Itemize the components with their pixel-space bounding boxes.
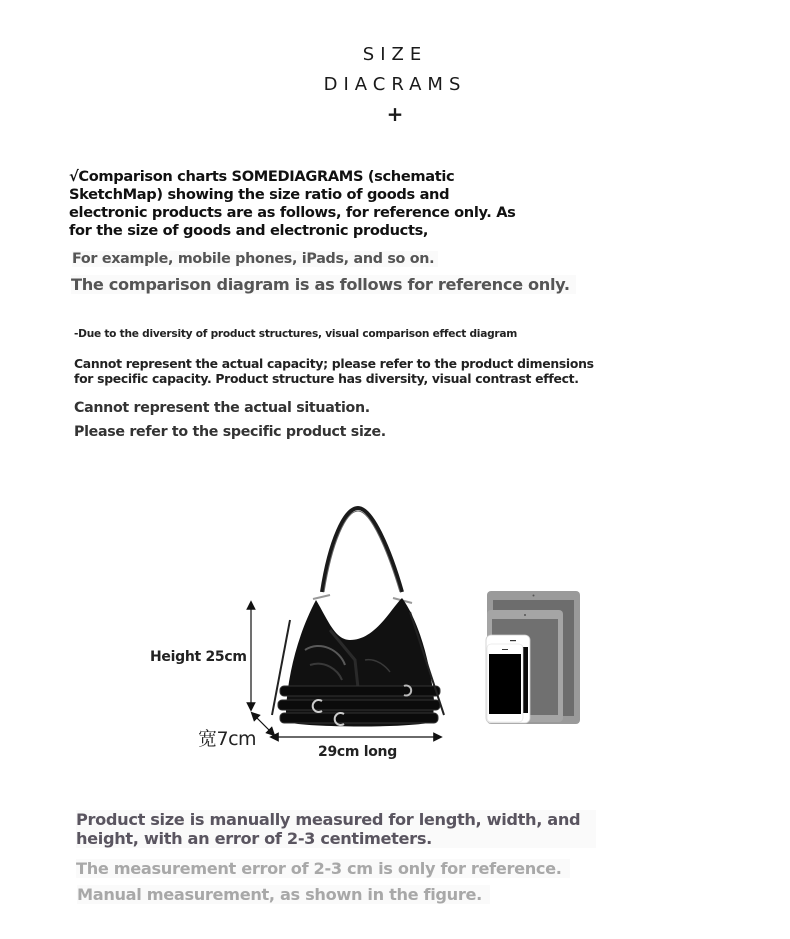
example-line: For example, mobile phones, iPads, and so on. [72,251,438,267]
length-label: 29cm long [318,744,397,760]
reference-line: The comparison diagram is as follows for reference only. [71,275,576,294]
height-label: Height 25cm [150,649,247,665]
measurement-note: Product size is manually measured for length, width, and height, with an error of 2-3 centimeters. [76,810,596,848]
capacity-text: Cannot represent the actual capacity; please refer to the product dimensions for specific capacity. Product structure has diversity, visual contrast effect. [74,356,594,386]
situation-line: Cannot represent the actual situation. [74,400,370,416]
width-arrow [254,715,272,733]
title-diagrams: DIACRAMS [323,74,467,95]
diversity-line: -Due to the diversity of product structures, visual comparison effect diagram [74,328,518,340]
plus-icon: + [386,102,404,126]
bag-strap [322,508,402,592]
title-size: SIZE [362,44,428,65]
devices-comparison-icon [484,588,584,728]
intro-text: √Comparison charts SOMEDIAGRAMS (schematic SketchMap) showing the size ratio of goods and electronic products are as follows, for reference only. As for the size of goods and electronic products, [69,168,516,239]
refer-line: Please refer to the specific product size. [74,424,386,440]
manual-note: Manual measurement, as shown in the figure. [77,885,490,904]
width-label: 宽7cm [198,728,257,750]
error-note: The measurement error of 2-3 cm is only for reference. [76,859,570,878]
